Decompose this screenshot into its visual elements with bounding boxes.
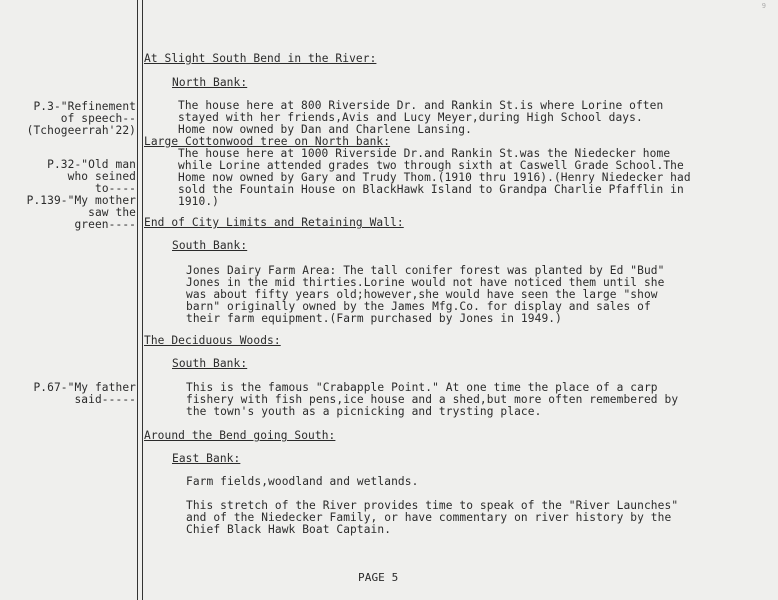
margin-note: said----- bbox=[74, 393, 136, 406]
body-line: Farm fields,woodland and wetlands. bbox=[186, 475, 419, 488]
body-line: sold the Fountain House on BlackHawk Island to Grandpa Charlie Pfafflin in bbox=[178, 183, 684, 196]
margin-note: P.3-"Refinement bbox=[33, 100, 136, 113]
section-heading: The Deciduous Woods: bbox=[144, 334, 281, 347]
body-line: This is the famous "Crabapple Point." At one time the place of a carp bbox=[186, 381, 658, 394]
body-line: fishery with fish pens,ice house and a shed,but more often remembered by bbox=[186, 393, 679, 406]
body-line: Chief Black Hawk Boat Captain. bbox=[186, 523, 392, 536]
margin-rule-right bbox=[142, 0, 143, 600]
body-line: their farm equipment.(Farm purchased by Jones in 1949.) bbox=[186, 312, 562, 325]
section-heading: At Slight South Bend in the River: bbox=[144, 52, 377, 65]
body-line: Jones in the mid thirties.Lorine would not have noticed them until she bbox=[186, 276, 665, 289]
body-line: while Lorine attended grades two through sixth at Caswell Grade School.The bbox=[178, 159, 684, 172]
margin-note: of speech-- bbox=[60, 112, 136, 125]
corner-mark: 9 bbox=[761, 2, 766, 10]
margin-note: saw the bbox=[88, 206, 136, 219]
body-line: was about fifty years old;however,she would have seen the large "show bbox=[186, 288, 658, 301]
body-line: the town's youth as a picnicking and trysting place. bbox=[186, 405, 542, 418]
margin-note: P.67-"My father bbox=[33, 381, 136, 394]
body-line: Home now owned by Gary and Trudy Thom.(1910 thru 1916).(Henry Niedecker had bbox=[178, 171, 691, 184]
body-line: Jones Dairy Farm Area: The tall conifer forest was planted by Ed "Bud" bbox=[186, 264, 665, 277]
subheading: East Bank: bbox=[172, 452, 241, 465]
subheading: South Bank: bbox=[172, 357, 248, 370]
body-line: The house here at 1000 Riverside Dr.and Rankin St.was the Niedecker home bbox=[178, 147, 671, 160]
margin-note: (Tchogeerrah'22) bbox=[26, 124, 136, 137]
page-number: PAGE 5 bbox=[358, 571, 399, 584]
margin-note: who seined bbox=[67, 170, 136, 183]
section-heading: Large Cottonwood tree on North bank: bbox=[144, 135, 391, 148]
margin-note: green---- bbox=[74, 218, 136, 231]
body-line: and of the Niedecker Family, or have commentary on river history by the bbox=[186, 511, 672, 524]
body-line: This stretch of the River provides time to speak of the "River Launches" bbox=[186, 499, 679, 512]
body-line: 1910.) bbox=[178, 195, 220, 208]
margin-rule-left bbox=[137, 0, 138, 600]
margin-note: to---- bbox=[94, 182, 136, 195]
body-line: barn" originally owned by the James Mfg.Co. for display and sales of bbox=[186, 300, 651, 313]
section-heading: End of City Limits and Retaining Wall: bbox=[144, 216, 404, 229]
body-line: stayed with her friends,Avis and Lucy Meyer,during High School days. bbox=[178, 111, 643, 124]
section-heading: Around the Bend going South: bbox=[144, 429, 336, 442]
body-line: Home now owned by Dan and Charlene Lansing. bbox=[178, 123, 472, 136]
subheading: North Bank: bbox=[172, 76, 248, 89]
body-line: The house here at 800 Riverside Dr. and Rankin St.is where Lorine often bbox=[178, 99, 664, 112]
subheading: South Bank: bbox=[172, 239, 248, 252]
margin-note: P.139-"My mother bbox=[26, 194, 136, 207]
margin-note: P.32-"Old man bbox=[47, 158, 136, 171]
